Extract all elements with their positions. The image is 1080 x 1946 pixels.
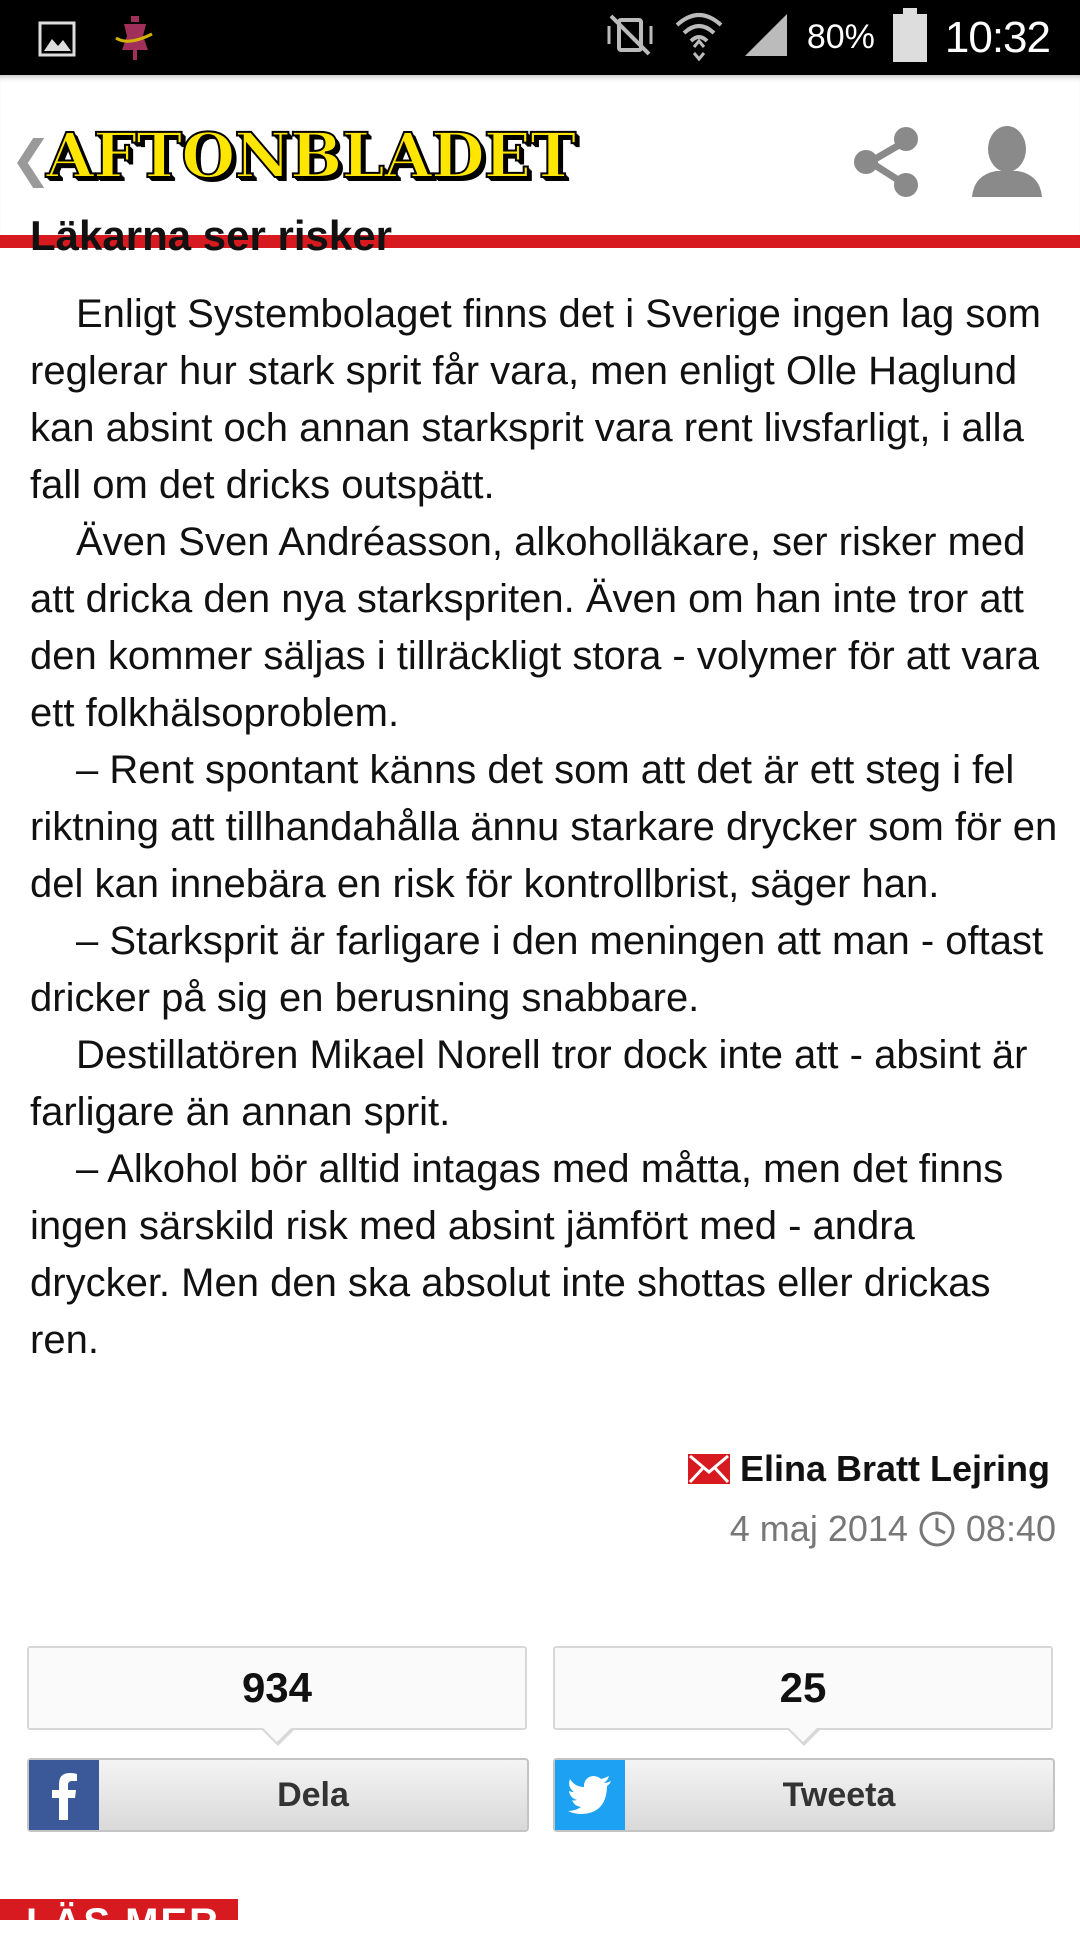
mannequin-icon bbox=[112, 16, 158, 67]
paragraph: Destillatören Mikael Norell tror dock inte att - absint är farligare än annan sprit. bbox=[30, 1033, 1028, 1134]
app-header bbox=[0, 75, 1080, 235]
battery-icon bbox=[893, 8, 927, 67]
wifi-icon bbox=[673, 9, 725, 66]
facebook-share-button[interactable] bbox=[27, 1758, 529, 1832]
section-heading: Läkarna ser risker bbox=[30, 212, 392, 259]
status-bar bbox=[0, 0, 1080, 75]
author-byline[interactable] bbox=[688, 1448, 1050, 1490]
author-name[interactable]: Elina Bratt Lejring bbox=[739, 1448, 1050, 1489]
paragraph: Även Sven Andréasson, alkoholläkare, ser risker med att dricka den nya starkspriten. Även om han inte tror att den kommer säljas i tillräckligt stora - volymer för att vara ett folkhälsoproblem. bbox=[30, 520, 1040, 735]
twitter-share-count bbox=[553, 1646, 1053, 1730]
clock-icon bbox=[918, 1510, 956, 1548]
user-account-button[interactable] bbox=[962, 117, 1052, 207]
article-text bbox=[30, 286, 1060, 1369]
paragraph: Enligt Systembolaget finns det i Sverige ingen lag som reglerar hur stark sprit får vara, men enligt Olle Haglund kan absint och annan starksprit vara rent livsfarligt, i alla fall om det dricks outspätt. bbox=[30, 292, 1041, 507]
twitter-icon bbox=[555, 1760, 625, 1830]
signal-icon bbox=[743, 12, 789, 63]
facebook-share-label: Dela bbox=[277, 1776, 349, 1814]
share-icon bbox=[840, 117, 930, 207]
paragraph: – Rent spontant känns det som att det är ett steg i fel riktning att tillhandahålla ännu starkare drycker som för en del kan innebära en risk för kontrollbrist, säger han. bbox=[30, 748, 1058, 906]
facebook-count-value: 934 bbox=[241, 1664, 313, 1711]
twitter-tweet-label: Tweeta bbox=[782, 1776, 896, 1814]
publish-date bbox=[730, 1508, 1056, 1550]
gallery-icon bbox=[38, 19, 78, 64]
read-more-tab[interactable] bbox=[0, 1899, 238, 1945]
count-bubble-tail-inner bbox=[263, 1728, 291, 1742]
status-time: 10:32 bbox=[944, 12, 1050, 62]
twitter-tweet-button[interactable] bbox=[553, 1758, 1055, 1832]
facebook-icon bbox=[29, 1760, 99, 1830]
chevron-left-icon[interactable]: ❮ bbox=[10, 131, 52, 187]
twitter-count-value: 25 bbox=[779, 1664, 827, 1711]
battery-percent: 80% bbox=[806, 18, 875, 56]
read-more-label: LÄS MER bbox=[26, 1901, 220, 1945]
mail-icon bbox=[688, 1454, 730, 1484]
aftonbladet-logo[interactable]: AFTONBLADET bbox=[46, 119, 576, 192]
share-button[interactable] bbox=[840, 117, 930, 207]
facebook-share-count bbox=[27, 1646, 527, 1730]
paragraph: – Starksprit är farligare i den meningen att man - oftast dricker på sig en berusning snabbare. bbox=[30, 919, 1044, 1020]
paragraph: – Alkohol bör alltid intagas med måtta, men det finns ingen särskild risk med absint jämfört med - andra drycker. Men den ska absolut inte shottas eller drickas ren. bbox=[30, 1147, 1004, 1362]
time-text: 08:40 bbox=[965, 1508, 1056, 1549]
date-text: 4 maj 2014 bbox=[729, 1508, 908, 1549]
user-icon bbox=[962, 117, 1052, 207]
count-bubble-tail-inner bbox=[789, 1728, 817, 1742]
vibrate-off-icon bbox=[605, 12, 655, 63]
